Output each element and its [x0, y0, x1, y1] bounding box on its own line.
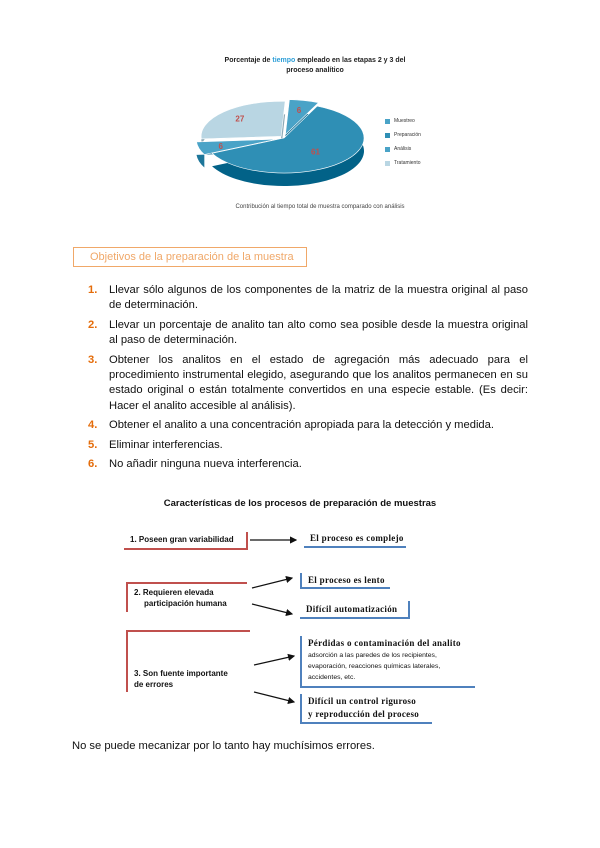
legend-item	[385, 114, 421, 128]
effect-line: El proceso es complejo	[310, 533, 404, 543]
legend-label: Tratamiento	[394, 160, 421, 166]
objective-item	[88, 438, 528, 453]
arrow	[254, 656, 294, 665]
effect-losses	[300, 636, 475, 688]
objective-text: Llevar sólo algunos de los componentes de la matriz de la muestra original al paso de determinación.	[109, 284, 528, 312]
objective-item	[88, 418, 528, 433]
cause-line: de errores	[134, 680, 174, 689]
objective-text: Obtener el analito a una concentración apropiada para la detección y medida.	[109, 419, 494, 432]
legend-swatch	[385, 133, 390, 138]
objective-number: 5.	[88, 438, 98, 451]
objective-item	[88, 353, 528, 415]
objective-item	[88, 457, 528, 472]
chart-title-accent: tiempo	[272, 57, 296, 64]
objective-number: 2.	[88, 318, 98, 331]
objective-text: Llevar un porcentaje de analito tan alto como sea posible desde la muestra original al paso de determinación.	[109, 318, 528, 347]
chart-title-suffix: empleado en las etapas 2 y 3 del	[295, 57, 406, 64]
arrow	[254, 692, 294, 702]
objective-number: 3.	[88, 353, 98, 366]
legend-swatch	[385, 161, 390, 166]
cause-line: 2. Requieren elevada	[134, 588, 214, 597]
cause-box-human	[126, 582, 247, 612]
effect-detail: adsorción a las paredes de los recipientes,	[308, 652, 437, 659]
effect-complex	[304, 530, 406, 548]
effect-automation	[300, 601, 410, 619]
chart-title-prefix: Porcentaje de	[224, 57, 273, 64]
effect-detail: evaporación, reacciones químicas laterales,	[308, 663, 441, 670]
objective-text: Eliminar interferencias.	[109, 438, 223, 451]
effect-line: Pérdidas o contaminación del analito	[308, 638, 461, 648]
effect-slow	[300, 573, 390, 589]
effect-line: El proceso es lento	[308, 575, 385, 585]
arrow	[252, 578, 292, 588]
closing-text: No se puede mecanizar por lo tanto hay muchísimos errores.	[72, 740, 375, 752]
legend-item	[385, 142, 421, 156]
objective-item	[88, 283, 528, 314]
effect-control	[300, 694, 432, 724]
cause-line: 1. Poseen gran variabilidad	[130, 535, 234, 544]
legend-swatch	[385, 147, 390, 152]
section-heading: Objetivos de la preparación de la muestra	[73, 247, 307, 267]
legend-label: Análisis	[394, 146, 412, 152]
cause-box-variability	[124, 532, 248, 550]
pie-data-label: 27	[235, 114, 245, 124]
legend-label: Muestreo	[394, 118, 415, 124]
legend-label: Preparación	[394, 132, 421, 138]
legend-swatch	[385, 119, 390, 124]
effect-line: Difícil automatización	[306, 604, 398, 614]
cause-box-errors	[126, 630, 250, 692]
pie-slices	[197, 100, 364, 173]
pie-chart	[196, 90, 386, 200]
objective-text: No añadir ninguna nueva interferencia.	[109, 458, 302, 471]
diagram-title: Características de los procesos de preparación de muestras	[163, 498, 437, 509]
effect-line: y reproducción del proceso	[308, 709, 420, 719]
objective-text: Obtener los analitos en el estado de agregación más adecuado para el procedimiento instrumental elegido, asegurando que los analitos permanecen en su estado original o están totalmente convertidos en una especie estable. (Es decir: Hacer el analito accesible al análisis).	[109, 353, 528, 412]
chart-legend	[385, 114, 421, 170]
objective-number: 4.	[88, 419, 98, 432]
objective-number: 1.	[88, 284, 98, 296]
legend-item	[385, 128, 421, 142]
objective-number: 6.	[88, 458, 98, 471]
effect-detail: accidentes, etc.	[308, 674, 356, 681]
chart-caption: Contribución al tiempo total de muestra comparado con análisis	[235, 204, 405, 210]
effect-line: Difícil un control riguroso	[308, 696, 417, 706]
pie-data-label: 6	[218, 141, 223, 151]
chart-title-line2: proceso analítico	[286, 67, 344, 74]
cause-line: participación humana	[144, 599, 227, 608]
objective-item	[88, 318, 528, 349]
chart-title	[205, 56, 425, 76]
pie-data-label: 6	[296, 106, 302, 116]
legend-item	[385, 156, 421, 170]
objectives-list	[88, 283, 528, 476]
arrow	[252, 604, 292, 614]
cause-line: 3. Son fuente importante	[134, 669, 228, 678]
pie-data-label: 61	[311, 147, 320, 157]
